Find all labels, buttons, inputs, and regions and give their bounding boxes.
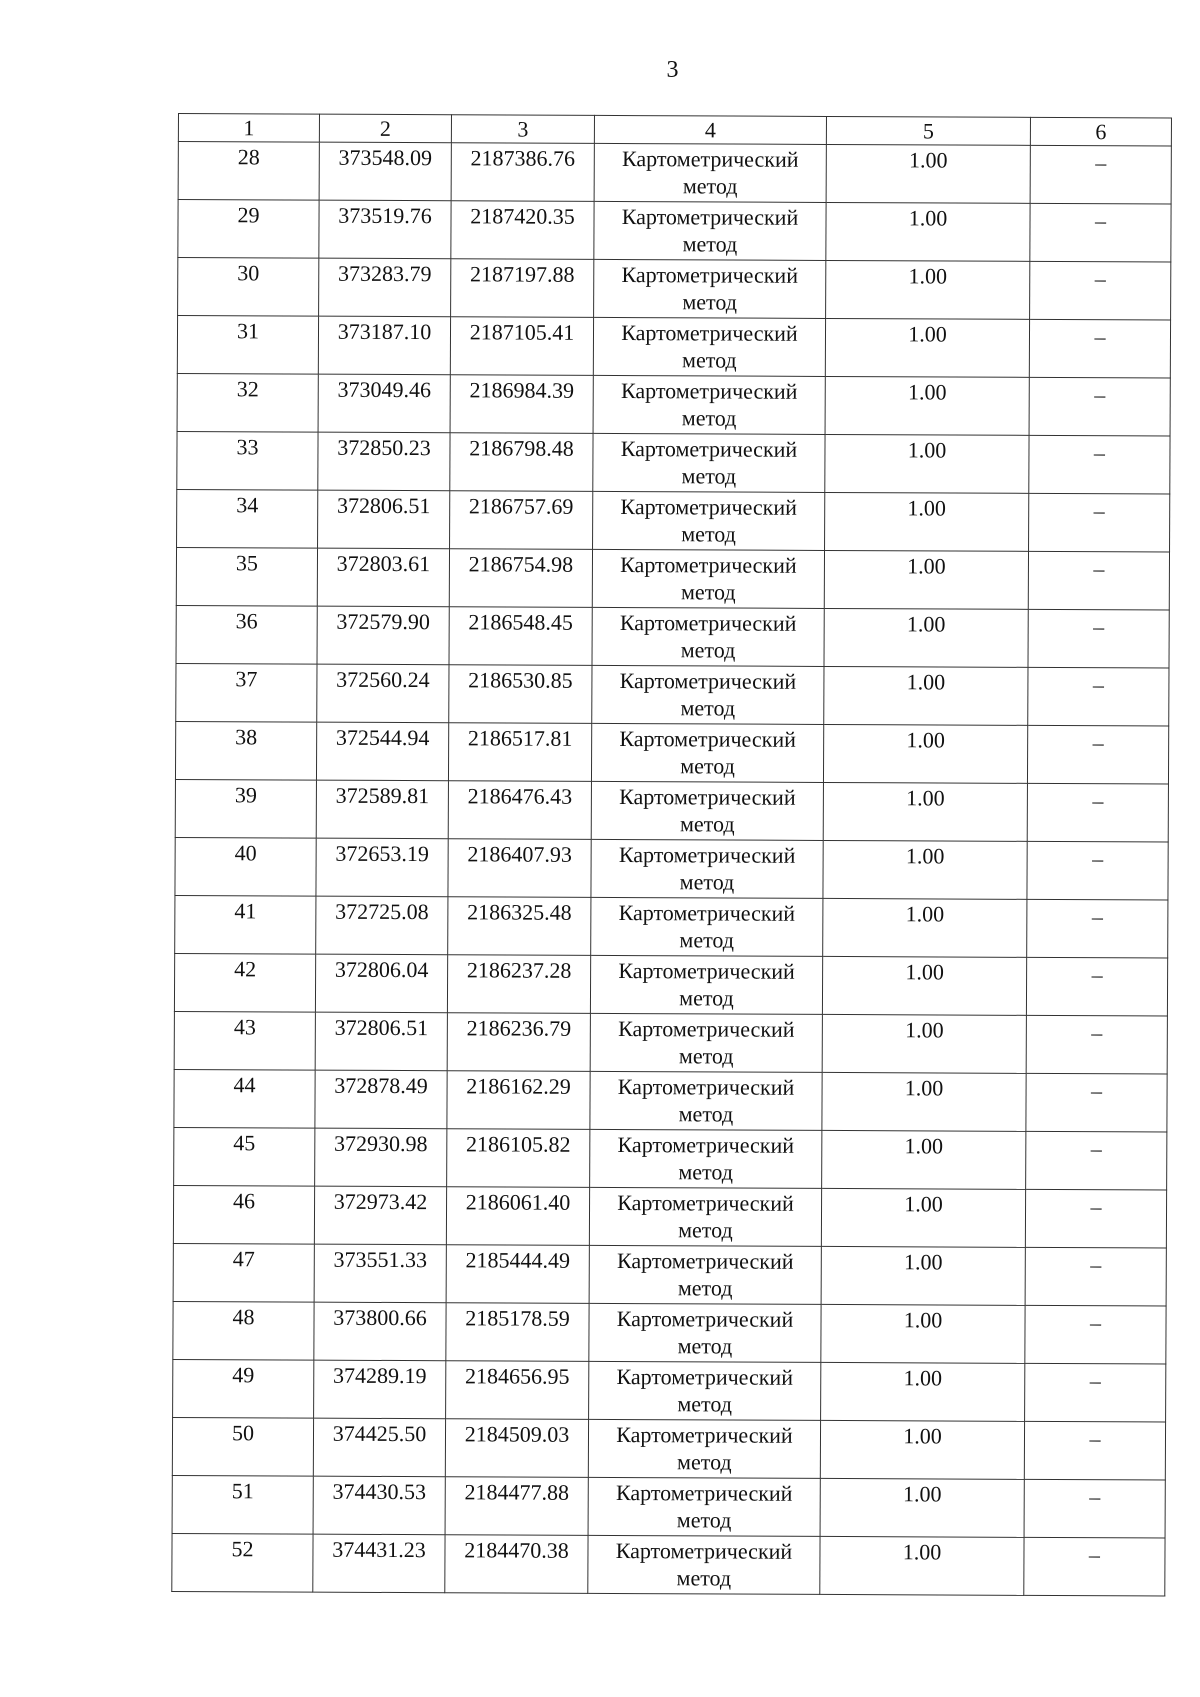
- note-cell: [1027, 841, 1168, 900]
- note-cell: [1028, 551, 1169, 610]
- y-coordinate-cell: 2187105.41: [450, 317, 593, 376]
- method-line: Картометрический: [619, 610, 797, 636]
- point-number-cell: 43: [174, 1011, 315, 1070]
- note-cell: [1024, 1421, 1165, 1480]
- accuracy-cell: 1.00: [824, 608, 1028, 667]
- accuracy-cell: 1.00: [821, 1188, 1025, 1247]
- point-number-cell: 36: [176, 605, 317, 664]
- note-cell: [1026, 1015, 1167, 1074]
- method-line: метод: [676, 1507, 732, 1533]
- method-line: Картометрический: [617, 1190, 794, 1216]
- note-dash: –: [1094, 266, 1106, 292]
- method-cell: [589, 1361, 821, 1420]
- note-cell: [1029, 435, 1170, 494]
- note-dash: –: [1093, 614, 1105, 640]
- note-dash: –: [1092, 730, 1104, 756]
- y-coordinate-cell: 2186517.81: [448, 723, 591, 782]
- note-dash: –: [1094, 382, 1106, 408]
- method-line: метод: [678, 1101, 734, 1127]
- method-line: Картометрический: [621, 204, 799, 230]
- coordinates-table: [171, 113, 1172, 1596]
- method-cell: [594, 143, 826, 202]
- column-header: 3: [451, 115, 594, 144]
- method-line: Картометрический: [618, 1016, 795, 1042]
- method-cell: [590, 955, 822, 1014]
- accuracy-cell: 1.00: [822, 1014, 1026, 1073]
- column-header: 1: [178, 114, 319, 143]
- y-coordinate-cell: 2186105.82: [447, 1129, 590, 1188]
- note-dash: –: [1090, 1136, 1102, 1162]
- method-line: метод: [681, 405, 737, 431]
- note-cell: [1030, 203, 1171, 262]
- note-dash: –: [1092, 788, 1104, 814]
- table-row: [176, 605, 1169, 668]
- note-cell: [1027, 783, 1168, 842]
- x-coordinate-cell: 374431.23: [313, 1534, 445, 1593]
- note-cell: [1030, 261, 1171, 320]
- point-number-cell: 29: [178, 200, 319, 259]
- method-cell: [592, 607, 824, 666]
- accuracy-cell: 1.00: [826, 260, 1030, 319]
- point-number-cell: 38: [175, 721, 316, 780]
- table-row: [175, 895, 1168, 958]
- method-line: Картометрический: [617, 1074, 795, 1100]
- method-cell: [590, 1129, 822, 1188]
- method-line: Картометрический: [615, 1480, 793, 1506]
- page-number: 3: [666, 57, 679, 83]
- table-row: [174, 953, 1167, 1016]
- method-line: Картометрический: [619, 784, 796, 810]
- method-cell: [592, 549, 824, 608]
- y-coordinate-cell: 2184477.88: [445, 1477, 588, 1536]
- note-cell: [1026, 957, 1167, 1016]
- x-coordinate-cell: 372589.81: [316, 780, 448, 839]
- point-number-cell: 40: [175, 837, 316, 896]
- table-row: [178, 200, 1171, 263]
- note-cell: [1025, 1247, 1166, 1306]
- x-coordinate-cell: 372579.90: [317, 606, 449, 665]
- note-cell: [1024, 1537, 1165, 1596]
- note-dash: –: [1091, 962, 1103, 988]
- method-line: метод: [681, 521, 736, 547]
- table-row: [175, 779, 1168, 842]
- x-coordinate-cell: 372878.49: [315, 1070, 447, 1129]
- table-row: [176, 547, 1169, 610]
- table-row: [175, 837, 1168, 900]
- note-dash: –: [1089, 1368, 1101, 1394]
- y-coordinate-cell: 2186407.93: [448, 839, 591, 898]
- method-cell: [590, 1013, 822, 1072]
- y-coordinate-cell: 2184509.03: [445, 1419, 588, 1478]
- method-line: метод: [680, 753, 735, 779]
- accuracy-cell: 1.00: [822, 1130, 1026, 1189]
- y-coordinate-cell: 2186237.28: [447, 955, 590, 1014]
- method-line: Картометрический: [621, 262, 799, 288]
- method-line: метод: [679, 927, 735, 953]
- method-cell: [594, 201, 826, 260]
- point-number-cell: 51: [172, 1475, 313, 1534]
- note-dash: –: [1091, 1078, 1103, 1104]
- x-coordinate-cell: 372653.19: [316, 838, 448, 897]
- accuracy-cell: 1.00: [825, 492, 1029, 551]
- point-number-cell: 44: [174, 1069, 315, 1128]
- table-row: [177, 373, 1170, 436]
- point-number-cell: 41: [175, 895, 316, 954]
- x-coordinate-cell: 373551.33: [314, 1244, 446, 1303]
- method-line: метод: [682, 347, 737, 373]
- method-line: Картометрический: [620, 378, 798, 404]
- x-coordinate-cell: 373519.76: [319, 200, 451, 259]
- x-coordinate-cell: 373049.46: [318, 374, 450, 433]
- method-line: Картометрический: [618, 900, 796, 926]
- table-row: [177, 489, 1170, 552]
- method-line: Картометрический: [620, 552, 797, 578]
- method-line: метод: [680, 579, 736, 605]
- table-row: [173, 1185, 1166, 1248]
- method-cell: [591, 723, 823, 782]
- accuracy-cell: 1.00: [821, 1362, 1025, 1421]
- method-line: Картометрический: [616, 1364, 794, 1390]
- method-cell: [591, 897, 823, 956]
- method-line: Картометрический: [616, 1306, 794, 1332]
- note-dash: –: [1089, 1310, 1102, 1336]
- point-number-cell: 39: [175, 779, 316, 838]
- method-line: Картометрический: [618, 842, 796, 868]
- y-coordinate-cell: 2186162.29: [447, 1071, 590, 1130]
- table-row: [178, 142, 1171, 205]
- table-row: [174, 1069, 1167, 1132]
- method-line: метод: [677, 1391, 732, 1417]
- accuracy-cell: 1.00: [826, 144, 1030, 203]
- method-line: метод: [681, 463, 737, 489]
- point-number-cell: 49: [173, 1359, 314, 1418]
- table-row: [176, 663, 1169, 726]
- x-coordinate-cell: 372850.23: [318, 432, 450, 491]
- y-coordinate-cell: 2186530.85: [449, 665, 592, 724]
- note-cell: [1025, 1363, 1166, 1422]
- method-line: метод: [678, 1217, 733, 1243]
- note-cell: [1026, 1131, 1167, 1190]
- y-coordinate-cell: 2186754.98: [449, 549, 592, 608]
- method-cell: [593, 433, 825, 492]
- y-coordinate-cell: 2187386.76: [451, 143, 594, 202]
- accuracy-cell: 1.00: [820, 1536, 1024, 1595]
- y-coordinate-cell: 2187197.88: [451, 259, 594, 318]
- method-line: метод: [680, 637, 736, 663]
- accuracy-cell: 1.00: [821, 1246, 1025, 1305]
- point-number-cell: 52: [172, 1533, 313, 1592]
- accuracy-cell: 1.00: [825, 434, 1029, 493]
- table-row: [173, 1359, 1166, 1422]
- note-dash: –: [1091, 904, 1103, 930]
- point-number-cell: 50: [172, 1417, 313, 1476]
- table-row: [172, 1475, 1165, 1538]
- x-coordinate-cell: 372806.51: [315, 1012, 447, 1071]
- method-cell: [588, 1419, 820, 1478]
- note-dash: –: [1095, 150, 1107, 176]
- method-cell: [594, 259, 826, 318]
- note-dash: –: [1092, 846, 1104, 872]
- table-body: [172, 142, 1172, 1596]
- note-cell: [1025, 1305, 1166, 1364]
- column-header: 4: [594, 115, 826, 144]
- accuracy-cell: 1.00: [822, 956, 1026, 1015]
- point-number-cell: 28: [178, 142, 319, 201]
- method-cell: [589, 1245, 821, 1304]
- table-row: [175, 721, 1168, 784]
- table-row: [174, 1011, 1167, 1074]
- y-coordinate-cell: 2186476.43: [448, 781, 591, 840]
- y-coordinate-cell: 2186798.48: [450, 433, 593, 492]
- accuracy-cell: 1.00: [824, 550, 1028, 609]
- method-line: метод: [677, 1449, 732, 1475]
- note-dash: –: [1089, 1484, 1101, 1510]
- table-row: [178, 258, 1171, 321]
- point-number-cell: 35: [176, 547, 317, 606]
- note-dash: –: [1092, 672, 1104, 698]
- note-dash: –: [1088, 1542, 1101, 1568]
- y-coordinate-cell: 2186984.39: [450, 375, 593, 434]
- method-line: метод: [676, 1565, 732, 1591]
- accuracy-cell: 1.00: [822, 1072, 1026, 1131]
- table-row: [173, 1243, 1166, 1306]
- table-row: [174, 1127, 1167, 1190]
- accuracy-cell: 1.00: [825, 318, 1029, 377]
- note-dash: –: [1093, 440, 1106, 466]
- note-dash: –: [1093, 556, 1105, 582]
- note-cell: [1030, 145, 1171, 204]
- method-cell: [589, 1187, 821, 1246]
- method-line: Картометрический: [617, 1132, 795, 1158]
- method-cell: [591, 839, 823, 898]
- x-coordinate-cell: 374430.53: [313, 1476, 445, 1535]
- note-cell: [1024, 1479, 1165, 1538]
- method-cell: [588, 1535, 820, 1594]
- method-cell: [593, 375, 825, 434]
- method-line: метод: [680, 695, 736, 721]
- x-coordinate-cell: 373800.66: [314, 1302, 446, 1361]
- note-cell: [1029, 493, 1170, 552]
- accuracy-cell: 1.00: [825, 376, 1029, 435]
- note-dash: –: [1094, 324, 1106, 350]
- method-cell: [590, 1071, 822, 1130]
- x-coordinate-cell: 374289.19: [314, 1360, 446, 1419]
- note-cell: [1026, 1073, 1167, 1132]
- table-row: [172, 1533, 1165, 1596]
- method-cell: [593, 491, 825, 550]
- x-coordinate-cell: 372930.98: [315, 1128, 447, 1187]
- note-dash: –: [1089, 1426, 1101, 1452]
- accuracy-cell: 1.00: [821, 1304, 1025, 1363]
- method-line: метод: [682, 289, 737, 315]
- x-coordinate-cell: 372973.42: [314, 1186, 446, 1245]
- method-line: метод: [679, 811, 735, 837]
- x-coordinate-cell: 372806.51: [318, 490, 450, 549]
- point-number-cell: 48: [173, 1301, 314, 1360]
- method-line: метод: [678, 1159, 734, 1185]
- table-row: [177, 316, 1170, 379]
- y-coordinate-cell: 2184656.95: [446, 1361, 589, 1420]
- y-coordinate-cell: 2186236.79: [447, 1013, 590, 1072]
- note-cell: [1028, 667, 1169, 726]
- method-line: Картометрический: [618, 958, 795, 984]
- x-coordinate-cell: 373548.09: [319, 142, 451, 201]
- x-coordinate-cell: 372725.08: [316, 896, 448, 955]
- x-coordinate-cell: 372803.61: [317, 548, 449, 607]
- y-coordinate-cell: 2186757.69: [450, 491, 593, 550]
- method-cell: [588, 1477, 820, 1536]
- method-line: метод: [679, 869, 735, 895]
- method-line: Картометрический: [621, 146, 799, 172]
- accuracy-cell: 1.00: [820, 1478, 1024, 1537]
- method-cell: [592, 665, 824, 724]
- point-number-cell: 47: [173, 1243, 314, 1302]
- method-cell: [589, 1303, 821, 1362]
- accuracy-cell: 1.00: [823, 782, 1027, 841]
- note-dash: –: [1093, 498, 1105, 524]
- header-row: [178, 114, 1171, 147]
- x-coordinate-cell: 373283.79: [319, 258, 451, 317]
- method-line: метод: [677, 1275, 733, 1301]
- note-cell: [1028, 609, 1169, 668]
- x-coordinate-cell: 373187.10: [318, 316, 450, 375]
- note-cell: [1029, 319, 1170, 378]
- method-line: Картометрический: [616, 1248, 794, 1274]
- y-coordinate-cell: 2187420.35: [451, 201, 594, 260]
- point-number-cell: 37: [176, 663, 317, 722]
- y-coordinate-cell: 2185444.49: [446, 1245, 589, 1304]
- y-coordinate-cell: 2186325.48: [448, 897, 591, 956]
- column-header: 5: [826, 116, 1030, 145]
- point-number-cell: 32: [177, 373, 318, 432]
- y-coordinate-cell: 2184470.38: [445, 1535, 588, 1594]
- accuracy-cell: 1.00: [823, 898, 1027, 957]
- method-line: Картометрический: [619, 668, 797, 694]
- method-line: Картометрический: [616, 1422, 793, 1448]
- note-dash: –: [1094, 208, 1107, 234]
- method-cell: [591, 781, 823, 840]
- accuracy-cell: 1.00: [824, 666, 1028, 725]
- y-coordinate-cell: 2186548.45: [449, 607, 592, 666]
- method-line: Картометрический: [615, 1538, 793, 1564]
- note-cell: [1027, 725, 1168, 784]
- method-line: Картометрический: [621, 320, 798, 346]
- y-coordinate-cell: 2186061.40: [446, 1187, 589, 1246]
- y-coordinate-cell: 2185178.59: [446, 1303, 589, 1362]
- x-coordinate-cell: 374425.50: [313, 1418, 445, 1477]
- method-line: метод: [679, 985, 734, 1011]
- column-header: 2: [319, 114, 451, 143]
- point-number-cell: 46: [173, 1185, 314, 1244]
- note-dash: –: [1090, 1252, 1102, 1278]
- method-line: Картометрический: [619, 726, 796, 752]
- table-row: [177, 431, 1170, 494]
- accuracy-cell: 1.00: [820, 1420, 1024, 1479]
- point-number-cell: 45: [174, 1127, 315, 1186]
- x-coordinate-cell: 372544.94: [316, 722, 448, 781]
- note-cell: [1025, 1189, 1166, 1248]
- method-line: Картометрический: [620, 494, 798, 520]
- method-line: метод: [677, 1333, 733, 1359]
- note-cell: [1027, 899, 1168, 958]
- note-dash: –: [1091, 1020, 1103, 1046]
- column-header: 6: [1030, 117, 1171, 146]
- x-coordinate-cell: 372806.04: [315, 954, 447, 1013]
- point-number-cell: 34: [177, 489, 318, 548]
- accuracy-cell: 1.00: [823, 724, 1027, 783]
- table-row: [173, 1301, 1166, 1364]
- method-line: метод: [682, 173, 738, 199]
- note-dash: –: [1090, 1194, 1102, 1220]
- method-line: метод: [682, 231, 738, 257]
- note-cell: [1029, 377, 1170, 436]
- method-line: метод: [678, 1043, 734, 1069]
- point-number-cell: 33: [177, 431, 318, 490]
- accuracy-cell: 1.00: [823, 840, 1027, 899]
- method-cell: [593, 317, 825, 376]
- table-row: [172, 1417, 1165, 1480]
- point-number-cell: 42: [174, 953, 315, 1012]
- table-header: [178, 114, 1171, 147]
- method-line: Картометрический: [620, 436, 798, 462]
- point-number-cell: 31: [177, 316, 318, 375]
- point-number-cell: 30: [178, 258, 319, 317]
- x-coordinate-cell: 372560.24: [317, 664, 449, 723]
- accuracy-cell: 1.00: [826, 202, 1030, 261]
